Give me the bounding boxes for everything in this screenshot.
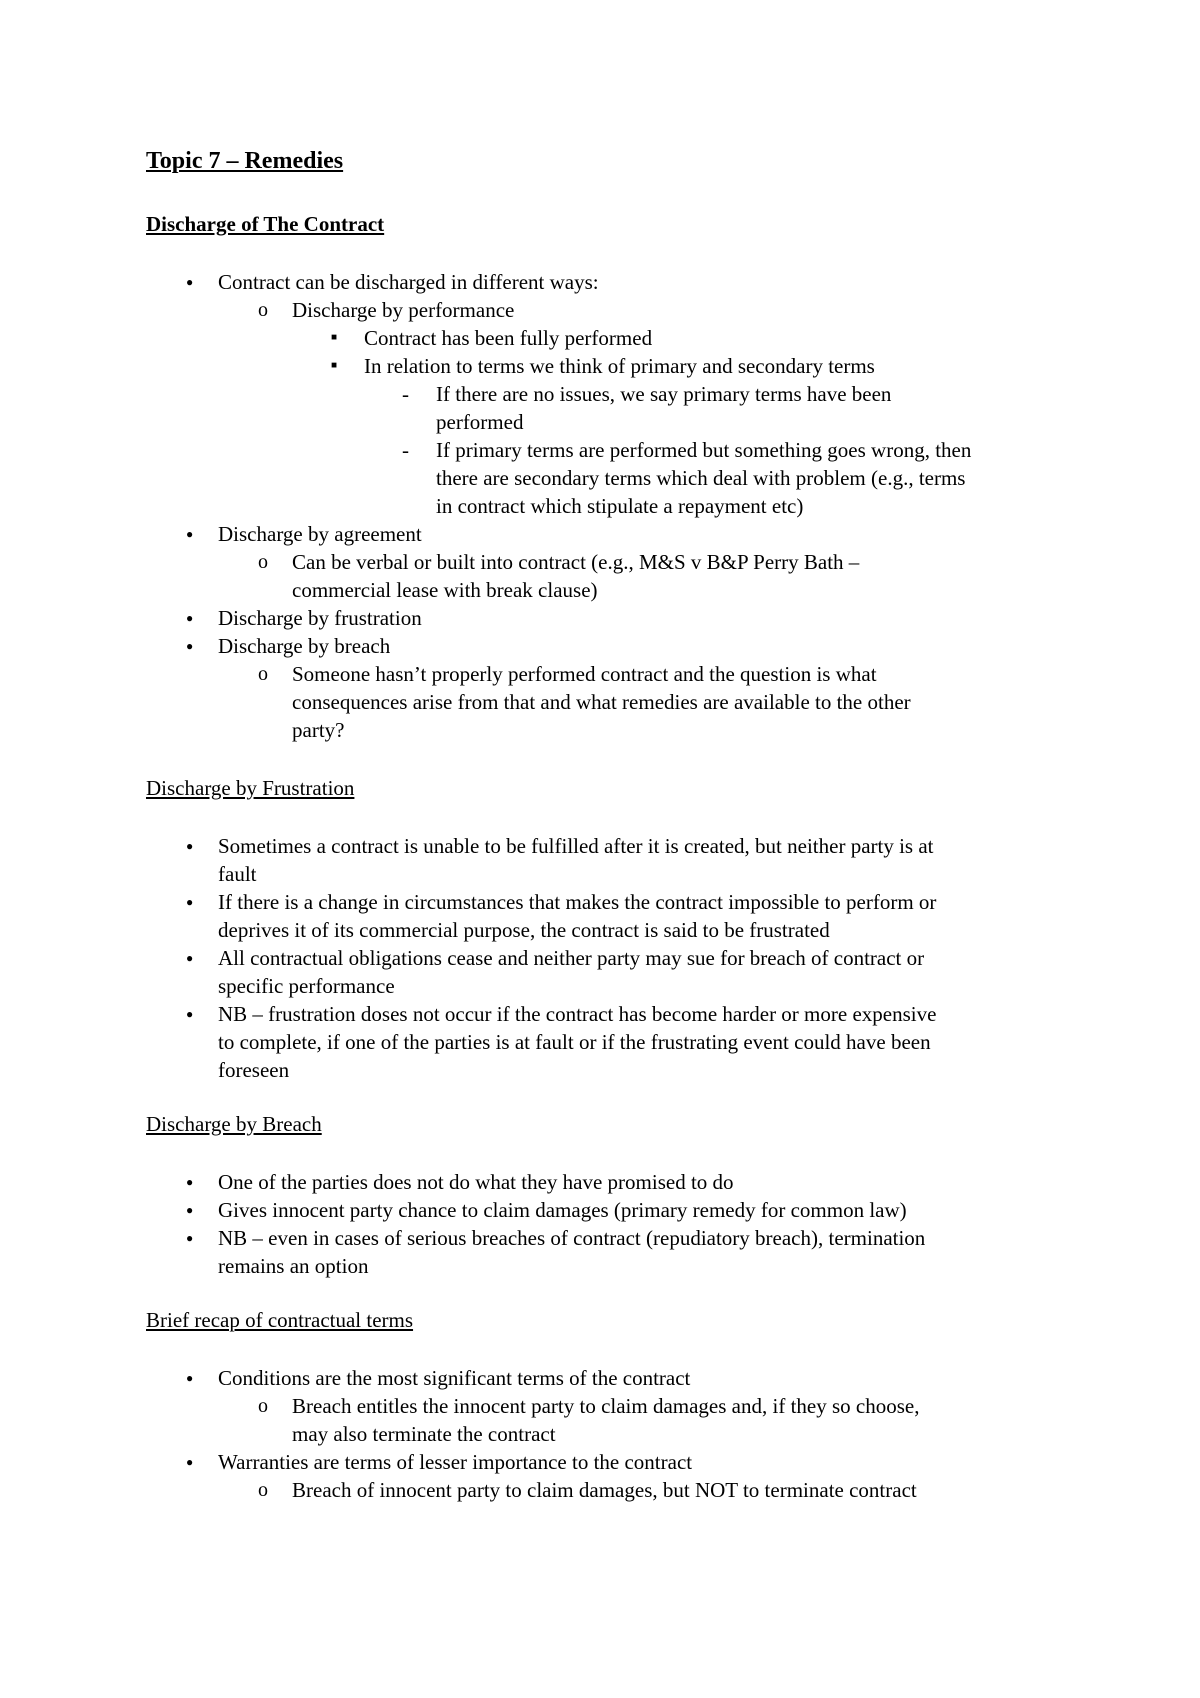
list-item: Warranties are terms of lesser importance to the contract [218, 1450, 693, 1474]
bullet-icon: ● [186, 611, 194, 625]
circle-bullet-icon: o [258, 551, 268, 573]
circle-bullet-icon: o [258, 1395, 268, 1417]
section-heading-frustration: Discharge by Frustration [146, 776, 355, 800]
list-item: If there is a change in circumstances that makes the contract impossible to perform or [218, 890, 937, 914]
circle-bullet-icon: o [258, 299, 268, 321]
list-item-continuation: party? [292, 718, 345, 742]
list-item-continuation: in contract which stipulate a repayment etc) [436, 494, 804, 518]
section-heading-breach: Discharge by Breach [146, 1112, 322, 1136]
list-item-continuation: remains an option [218, 1254, 369, 1278]
list-item: Contract can be discharged in different ways: [218, 270, 599, 294]
list-item: Someone hasn’t properly performed contract and the question is what [292, 662, 877, 686]
list-item-continuation: consequences arise from that and what remedies are available to the other [292, 690, 911, 714]
list-item: Breach of innocent party to claim damages, but NOT to terminate contract [292, 1478, 917, 1502]
bullet-icon: ● [186, 839, 194, 853]
bullet-icon: ● [186, 275, 194, 289]
square-bullet-icon: ■ [331, 360, 338, 371]
list-item: If there are no issues, we say primary terms have been [436, 382, 892, 406]
list-item: Can be verbal or built into contract (e.g., M&S v B&P Perry Bath – [292, 550, 860, 574]
list-item-continuation: foreseen [218, 1058, 290, 1082]
bullet-icon: ● [186, 527, 194, 541]
list-item: Breach entitles the innocent party to claim damages and, if they so choose, [292, 1394, 920, 1418]
list-item-continuation: to complete, if one of the parties is at fault or if the frustrating event could have been [218, 1030, 931, 1054]
bullet-icon: ● [186, 1203, 194, 1217]
list-item: Sometimes a contract is unable to be fulfilled after it is created, but neither party is at [218, 834, 934, 858]
bullet-icon: ● [186, 1231, 194, 1245]
section-heading-discharge-contract: Discharge of The Contract [146, 212, 385, 236]
list-item-continuation: fault [218, 862, 257, 886]
circle-bullet-icon: o [258, 663, 268, 685]
list-item: One of the parties does not do what they have promised to do [218, 1170, 734, 1194]
bullet-icon: ● [186, 951, 194, 965]
list-item: Discharge by breach [218, 634, 391, 658]
bullet-icon: ● [186, 1007, 194, 1021]
square-bullet-icon: ■ [331, 332, 338, 343]
list-item-continuation: commercial lease with break clause) [292, 578, 598, 602]
list-item-continuation: there are secondary terms which deal with problem (e.g., terms [436, 466, 966, 490]
list-item: All contractual obligations cease and neither party may sue for breach of contract or [218, 946, 925, 970]
circle-bullet-icon: o [258, 1479, 268, 1501]
bullet-icon: ● [186, 639, 194, 653]
list-item: In relation to terms we think of primary and secondary terms [364, 354, 875, 378]
bullet-icon: ● [186, 895, 194, 909]
list-item: Conditions are the most significant terms of the contract [218, 1366, 691, 1390]
list-item-continuation: deprives it of its commercial purpose, the contract is said to be frustrated [218, 918, 830, 942]
list-item: NB – even in cases of serious breaches of contract (repudiatory breach), termination [218, 1226, 926, 1250]
dash-bullet-icon: - [402, 438, 409, 462]
bullet-icon: ● [186, 1455, 194, 1469]
list-item-continuation: specific performance [218, 974, 395, 998]
list-item-continuation: performed [436, 410, 524, 434]
list-item: Discharge by frustration [218, 606, 422, 630]
bullet-icon: ● [186, 1175, 194, 1189]
list-item: NB – frustration doses not occur if the contract has become harder or more expensive [218, 1002, 937, 1026]
list-item-continuation: may also terminate the contract [292, 1422, 556, 1446]
section-heading-recap: Brief recap of contractual terms [146, 1308, 414, 1332]
list-item: Contract has been fully performed [364, 326, 653, 350]
list-item: If primary terms are performed but something goes wrong, then [436, 438, 972, 462]
list-item: Discharge by performance [292, 298, 515, 322]
list-item: Gives innocent party chance to claim damages (primary remedy for common law) [218, 1198, 907, 1222]
list-item: Discharge by agreement [218, 522, 422, 546]
dash-bullet-icon: - [402, 382, 409, 406]
page-title: Topic 7 – Remedies [146, 148, 344, 174]
bullet-icon: ● [186, 1371, 194, 1385]
